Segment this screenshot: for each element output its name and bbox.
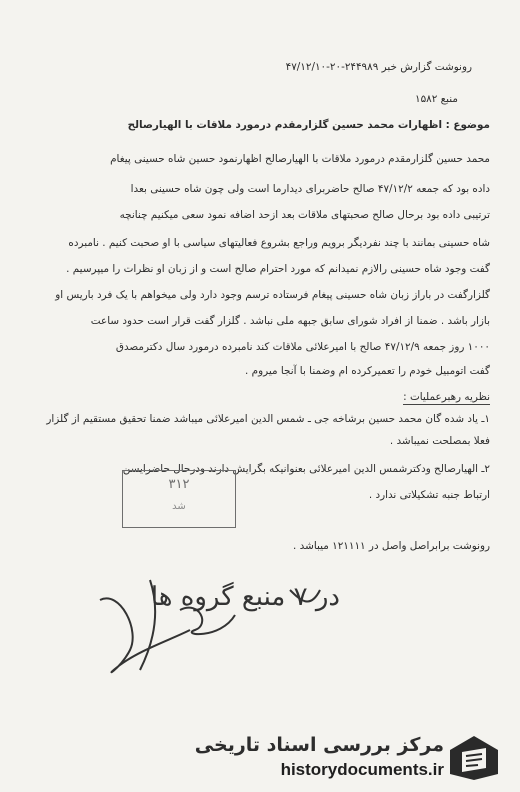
- comment-line: ۲ـ الهیارصالح ودکترشمس الدین امیرعلائی بعنوانیکه بگرایش دارند ودرحال حاضرایسن: [122, 463, 490, 475]
- body-line: محمد حسین گلزارمقدم درمورد ملاقات با الهیارصالح اظهارنمود حسین شاه حسینی پیغام: [110, 153, 490, 165]
- source-line: منبع ۱۵۸۲: [415, 93, 458, 105]
- watermark: [194, 730, 502, 786]
- body-line: ترتیبی داده بود برحال صالح صحبتهای ملاقات بعد ازحد اضافه نمود سعی میکنیم چنانچه: [119, 209, 490, 221]
- body-line: گفت اتومبیل خودم را تعمیرکرده ام وضمنا با آنجا میروم .: [245, 365, 490, 377]
- body-line: بازار باشد . ضمنا از افراد شورای سابق جبهه ملی نباشد . گلزار گفت قرار است حدود ساعت: [90, 315, 490, 327]
- body-line: داده بود که جمعه ۴۷/۱۲/۲ صالح حاضربرای دیدارما است ولی چون شاه حسینی بعدا: [130, 183, 490, 195]
- handwritten-signature: [60, 570, 460, 690]
- body-line: شاه حسینی بمانند با چند نفردیگر برویم وراجع بشروع فعالیتهای سیاسی با او صحبت کنیم . نامبرده: [68, 237, 490, 249]
- handwritten-note: در ۷ منبع گروه ها: [150, 582, 340, 612]
- stamp-number: ۳۱۲: [168, 477, 190, 492]
- copy-certification: رونوشت برابراصل واصل در ۱۲۱۱۱۱ میباشد .: [293, 540, 490, 552]
- comment-line: ارتباط جنبه تشکیلاتی ندارد .: [368, 489, 490, 501]
- comment-line: ۱ـ یاد شده گان محمد حسین برشاخه جی ـ شمس الدین امیرعلائی میباشد ضمنا تحقیق مستقیم از گلزار: [46, 413, 490, 425]
- registration-stamp: [122, 470, 236, 528]
- comment-line: فعلا بمصلحت نمیباشد .: [389, 435, 490, 447]
- comment-title: نظریه رهبرعملیات :: [403, 391, 490, 403]
- stamp-text: شد: [172, 501, 186, 512]
- subject-line: موضوع : اظهارات محمد حسین گلزارمقدم درمورد ملاقات با الهیارصالح: [127, 119, 490, 131]
- body-line: ۱۰۰۰ روز جمعه ۴۷/۱۲/۹ صالح با امیرعلائی ملاقات کند نامبرده درمورد سال دکترمصدق: [115, 341, 490, 353]
- archive-logo-icon: [448, 734, 500, 782]
- body-line: گفت وجود شاه حسینی رالازم نمیدانم که مورد احترام صالح است و از زبان او نظرات را میپرسیم .: [66, 263, 490, 275]
- watermark-title: مرکز بررسی اسناد تاریخی: [194, 734, 444, 756]
- report-copy-header: رونوشت گزارش خبر ۲۴۴۹۸۹-۲۰-۴۷/۱۲/۱۰: [285, 61, 472, 73]
- body-line: گلزارگفت در باراز زبان شاه حسینی پیغام فرستاده ترسم وجود دارد ولی میخواهم با یک فرد باریس او: [55, 289, 490, 301]
- watermark-url: historydocuments.ir: [280, 760, 444, 779]
